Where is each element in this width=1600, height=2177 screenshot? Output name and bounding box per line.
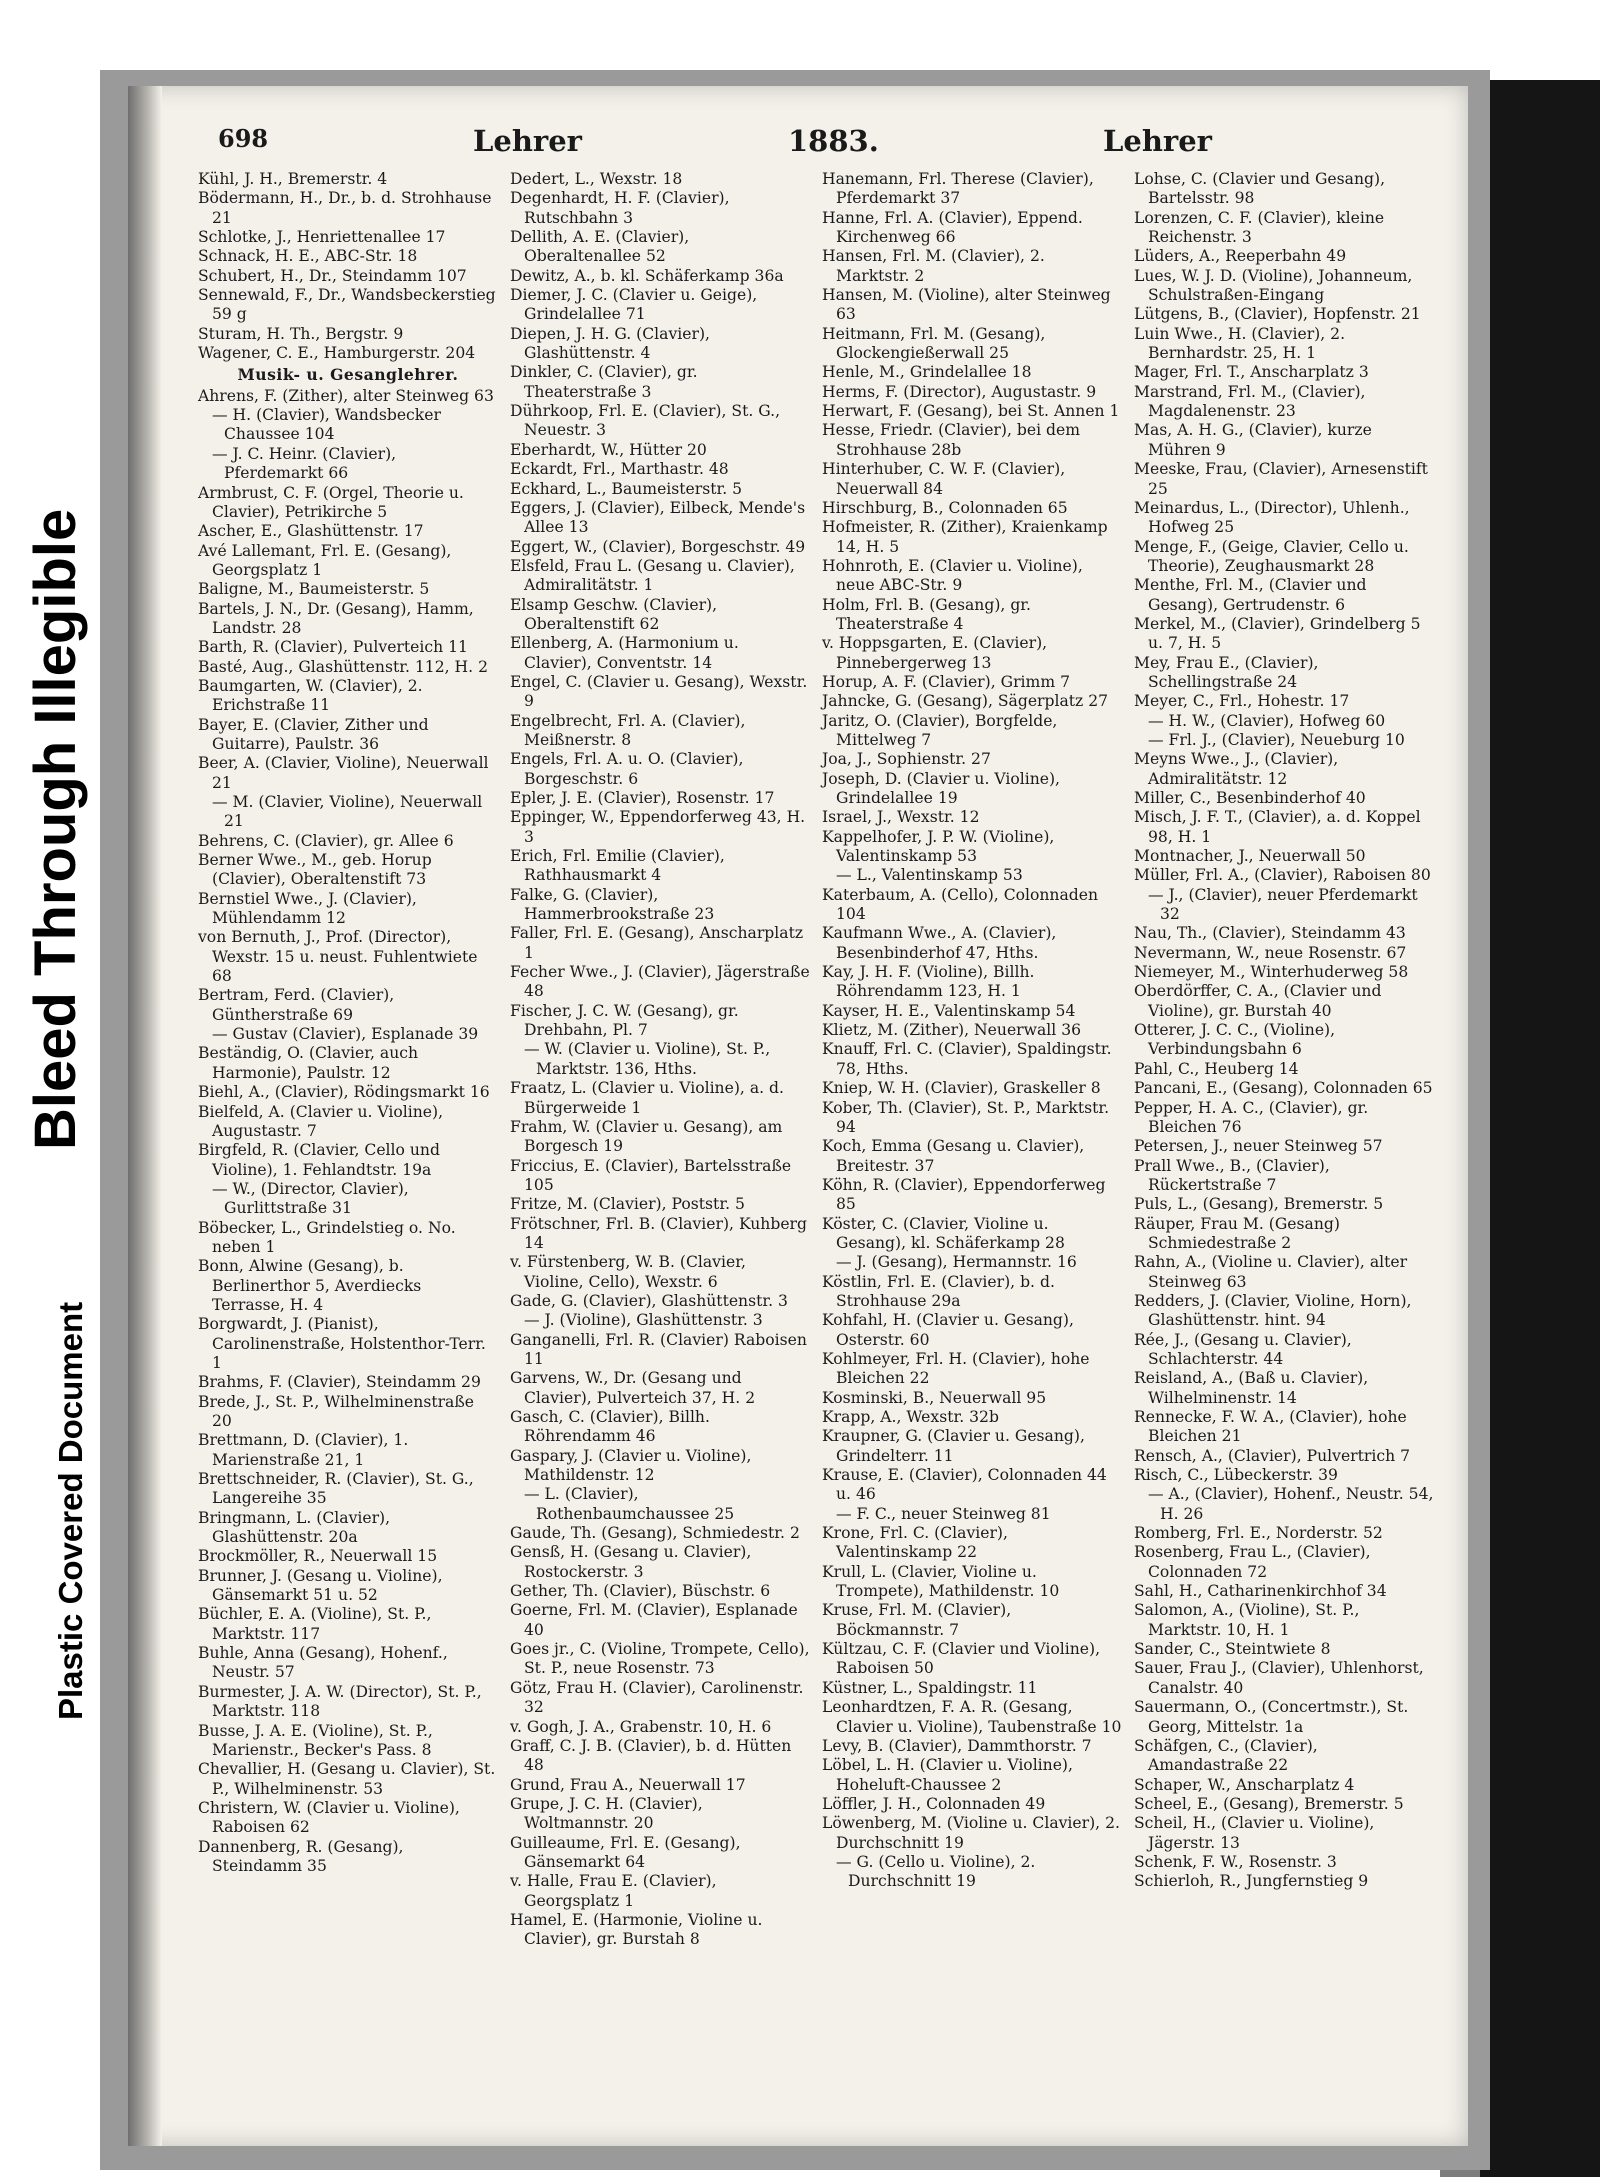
directory-entry: Eggers, J. (Clavier), Eilbeck, Mende's Allee 13 xyxy=(510,498,806,537)
directory-entry: Garvens, W., Dr. (Gesang und Clavier), Pulverteich 37, H. 2 xyxy=(510,1369,756,1407)
directory-entry: Bonn, Alwine (Gesang), b. Berlinerthor 5, Averdiecks Terrasse, H. 4 xyxy=(198,1257,422,1314)
directory-entry: Räuper, Frau M. (Gesang) Schmiedestraße 2 xyxy=(1134,1214,1340,1252)
directory-entry: Marstrand, Frl. M., (Clavier), Magdalenenstr. 23 xyxy=(1134,382,1366,421)
directory-entry: Kühl, J. H., Bremerstr. 4 xyxy=(198,170,388,188)
directory-entry: Kober, Th. (Clavier), St. P., Marktstr. 94 xyxy=(822,1098,1110,1136)
directory-entry: Holm, Frl. B. (Gesang), gr. Theaterstraße 4 xyxy=(822,595,1031,633)
directory-entry: — L. (Clavier), Rothenbaumchaussee 25 xyxy=(524,1485,735,1523)
directory-entry: — A., (Clavier), Hohenf., Neustr. 54, H. 26 xyxy=(1148,1485,1434,1523)
directory-entry: Ascher, E., Glashüttenstr. 17 xyxy=(198,522,424,541)
directory-entry: Kruse, Frl. M. (Clavier), Böckmannstr. 7 xyxy=(822,1601,1012,1639)
directory-entry: v. Hoppsgarten, E. (Clavier), Pinnebergerweg 13 xyxy=(822,634,1048,672)
directory-entry: Fecher Wwe., J. (Clavier), Jägerstraße 48 xyxy=(510,963,810,1001)
directory-entry: Eckardt, Frl., Marthastr. 48 xyxy=(510,460,729,479)
directory-entry: Beer, A. (Clavier, Violine), Neuerwall 21 xyxy=(198,754,489,792)
directory-entry: Ganganelli, Frl. R. (Clavier) Raboisen 11 xyxy=(510,1330,807,1368)
directory-entry: Hamel, E. (Harmonie, Violine u. Clavier), gr. Burstah 8 xyxy=(510,1910,763,1949)
directory-entry: Dinkler, C. (Clavier), gr. Theaterstraße 3 xyxy=(510,363,698,401)
directory-entry: — Gustav (Clavier), Esplanade 39 xyxy=(212,1025,479,1044)
directory-entry: Jahncke, G. (Gesang), Sägerplatz 27 xyxy=(822,692,1109,711)
directory-entry: Scheel, E., (Gesang), Bremerstr. 5 xyxy=(1134,1794,1404,1813)
directory-entry: — J. (Violine), Glashüttenstr. 3 xyxy=(524,1311,763,1330)
directory-entry: Sturam, H. Th., Bergstr. 9 xyxy=(198,324,404,343)
directory-entry: Hanne, Frl. A. (Clavier), Eppend. Kirchenweg 66 xyxy=(822,208,1083,247)
running-head-right: Lehrer xyxy=(1103,124,1212,158)
directory-entry: Diemer, J. C. (Clavier u. Geige), Grindelallee 71 xyxy=(510,286,758,324)
directory-entry: Falke, G. (Clavier), Hammerbrookstraße 23 xyxy=(510,885,715,924)
directory-entry: Sennewald, F., Dr., Wandsbeckerstieg 59 g xyxy=(198,286,496,324)
directory-entry: Meyns Wwe., J., (Clavier), Admiralitätstr. 12 xyxy=(1134,750,1339,788)
directory-entry: Grund, Frau A., Neuerwall 17 xyxy=(510,1775,746,1794)
directory-entry: Fritze, M. (Clavier), Poststr. 5 xyxy=(510,1195,745,1214)
directory-entry: Sander, C., Steintwiete 8 xyxy=(1134,1640,1331,1659)
directory-entry: Hesse, Friedr. (Clavier), bei dem Strohhause 28b xyxy=(822,421,1081,459)
directory-entry: Armbrust, C. F. (Orgel, Theorie u. Clavier), Petrikirche 5 xyxy=(198,483,464,521)
directory-entry: Leonhardtzen, F. A. R. (Gesang, Clavier u. Violine), Taubenstraße 10 xyxy=(822,1698,1122,1736)
directory-entry: Schäfgen, C., (Clavier), Amandastraße 22 xyxy=(1134,1736,1318,1775)
directory-entry: Eberhardt, W., Hütter 20 xyxy=(510,440,707,459)
directory-entry: Behrens, C. (Clavier), gr. Allee 6 xyxy=(198,831,454,850)
directory-entry: Nevermann, W., neue Rosenstr. 67 xyxy=(1134,943,1407,962)
directory-entry: Krone, Frl. C. (Clavier), Valentinskamp 22 xyxy=(822,1524,1008,1562)
directory-entry: Böbecker, L., Grindelstieg o. No. neben 1 xyxy=(198,1218,456,1256)
directory-entry: Busse, J. A. E. (Violine), St. P., Marienstr., Becker's Pass. 8 xyxy=(198,1721,433,1759)
directory-entry: Krull, L. (Clavier, Violine u. Trompete), Mathildenstr. 10 xyxy=(822,1562,1060,1601)
directory-entry: Dedert, L., Wexstr. 18 xyxy=(510,170,683,188)
directory-entry: Nau, Th., (Clavier), Steindamm 43 xyxy=(1134,924,1406,943)
directory-entry: Mas, A. H. G., (Clavier), kurze Mühren 9 xyxy=(1134,421,1372,459)
directory-entry: — Frl. J., (Clavier), Neueburg 10 xyxy=(1148,730,1405,749)
directory-entry: Elsfeld, Frau L. (Gesang u. Clavier), Admiralitätstr. 1 xyxy=(510,556,795,595)
directory-entry: Otterer, J. C. C., (Violine), Verbindungsbahn 6 xyxy=(1134,1021,1336,1059)
directory-entry: Brettschneider, R. (Clavier), St. G., Langereihe 35 xyxy=(198,1470,474,1508)
directory-entry: Petersen, J., neuer Steinweg 57 xyxy=(1134,1137,1383,1156)
directory-entry: Löffler, J. H., Colonnaden 49 xyxy=(822,1794,1046,1813)
page-header xyxy=(128,124,1468,164)
directory-entry: — J., (Clavier), neuer Pferdemarkt 32 xyxy=(1148,885,1418,924)
directory-entry: Schaper, W., Anscharplatz 4 xyxy=(1134,1775,1355,1794)
directory-entry: Müller, Frl. A., (Clavier), Raboisen 80 xyxy=(1134,866,1431,885)
directory-entry: Levy, B. (Clavier), Dammthorstr. 7 xyxy=(822,1736,1092,1755)
directory-entry: Guilleaume, Frl. E. (Gesang), Gänsemarkt 64 xyxy=(510,1833,741,1871)
directory-entry: Schierloh, R., Jungfernstieg 9 xyxy=(1134,1872,1369,1891)
directory-entry: Büchler, E. A. (Violine), St. P., Marktstr. 117 xyxy=(198,1605,432,1643)
directory-entry: Gade, G. (Clavier), Glashüttenstr. 3 xyxy=(510,1291,788,1310)
directory-entry: Meeske, Frau, (Clavier), Arnesenstift 25 xyxy=(1134,460,1428,498)
directory-entry: Salomon, A., (Violine), St. P., Marktstr. 10, H. 1 xyxy=(1134,1601,1360,1639)
directory-entry: Niemeyer, M., Winterhuderweg 58 xyxy=(1134,963,1409,982)
scanner-edge-black xyxy=(1480,0,1600,2177)
directory-entry: Schubert, H., Dr., Steindamm 107 xyxy=(198,266,467,285)
directory-entry: Dellith, A. E. (Clavier), Oberaltenallee 52 xyxy=(510,228,690,266)
directory-entry: Buhle, Anna (Gesang), Hohenf., Neustr. 57 xyxy=(198,1644,448,1682)
directory-entry: Ellenberg, A. (Harmonium u. Clavier), Conventstr. 14 xyxy=(510,634,739,672)
directory-entry: — M. (Clavier, Violine), Neuerwall 21 xyxy=(212,793,483,831)
column-1-entries xyxy=(198,387,498,1876)
directory-entry: Schenk, F. W., Rosenstr. 3 xyxy=(1134,1852,1337,1871)
directory-entry: Chevallier, H. (Gesang u. Clavier), St. P., Wilhelminenstr. 53 xyxy=(198,1760,496,1798)
directory-entry: Puls, L., (Gesang), Bremerstr. 5 xyxy=(1134,1195,1384,1214)
directory-entry: Engel, C. (Clavier u. Gesang), Wexstr. 9 xyxy=(510,672,808,711)
page-number: 698 xyxy=(218,124,269,153)
directory-entry: Pepper, H. A. C., (Clavier), gr. Bleichen 76 xyxy=(1134,1098,1369,1136)
directory-entry: Rosenberg, Frau L., (Clavier), Colonnaden 72 xyxy=(1134,1543,1371,1581)
directory-entry: Brede, J., St. P., Wilhelminenstraße 20 xyxy=(198,1392,474,1430)
directory-entry: Bielfeld, A. (Clavier u. Violine), Augustastr. 7 xyxy=(198,1102,444,1140)
column-4 xyxy=(1134,170,1434,1892)
directory-entry: Reisland, A., (Baß u. Clavier), Wilhelminenstr. 14 xyxy=(1134,1369,1369,1407)
column-4-entries xyxy=(1134,170,1434,1892)
directory-entry: Bertram, Ferd. (Clavier), Güntherstraße 69 xyxy=(198,986,395,1024)
scan-annotation-margin xyxy=(0,0,100,2177)
running-head-left: Lehrer xyxy=(473,124,582,158)
directory-entry: Hirschburg, B., Colonnaden 65 xyxy=(822,498,1068,517)
directory-entry: Bödermann, H., Dr., b. d. Strohhause 21 xyxy=(198,189,492,227)
directory-entry: Krapp, A., Wexstr. 32b xyxy=(822,1408,999,1426)
directory-entry: Jaritz, O. (Clavier), Borgfelde, Mittelweg 7 xyxy=(822,711,1058,749)
directory-entry: Sauer, Frau J., (Clavier), Uhlenhorst, Canalstr. 40 xyxy=(1134,1659,1424,1697)
directory-entry: Küstner, L., Spaldingstr. 11 xyxy=(822,1678,1038,1697)
directory-entry: Erich, Frl. Emilie (Clavier), Rathhausmarkt 4 xyxy=(510,847,725,885)
directory-entry: Borgwardt, J. (Pianist), Carolinenstraße, Holstenthor-Terr. 1 xyxy=(198,1315,486,1372)
directory-entry: Herwart, F. (Gesang), bei St. Annen 1 xyxy=(822,402,1120,421)
directory-entry: Avé Lallemant, Frl. E. (Gesang), Georgsplatz 1 xyxy=(198,541,452,579)
directory-entry: Schnack, H. E., ABC-Str. 18 xyxy=(198,247,418,266)
directory-entry: Friccius, E. (Clavier), Bartelsstraße 105 xyxy=(510,1156,792,1194)
directory-entry: v. Fürstenberg, W. B. (Clavier, Violine, Cello), Wexstr. 6 xyxy=(510,1253,746,1291)
directory-entry: Burmester, J. A. W. (Director), St. P., Marktstr. 118 xyxy=(198,1682,482,1721)
directory-entry: Berner Wwe., M., geb. Horup (Clavier), Oberaltenstift 73 xyxy=(198,851,432,889)
directory-entry: Frötschner, Frl. B. (Clavier), Kuhberg 14 xyxy=(510,1214,807,1252)
directory-entry: Kay, J. H. F. (Violine), Billh. Röhrendamm 123, H. 1 xyxy=(822,963,1035,1001)
directory-entry: Ahrens, F. (Zither), alter Steinweg 63 xyxy=(198,386,494,405)
directory-entry: Bringmann, L. (Clavier), Glashüttenstr. 20a xyxy=(198,1508,391,1547)
directory-entry: Kültzau, C. F. (Clavier und Violine), Raboisen 50 xyxy=(822,1640,1101,1678)
directory-entry: — H. (Clavier), Wandsbecker Chaussee 104 xyxy=(212,406,441,444)
directory-entry: Horup, A. F. (Clavier), Grimm 7 xyxy=(822,672,1070,691)
directory-entry: Rensch, A., (Clavier), Pulvertrich 7 xyxy=(1134,1446,1410,1465)
directory-entry: Biehl, A., (Clavier), Rödingsmarkt 16 xyxy=(198,1083,490,1102)
directory-entry: Lohse, C. (Clavier und Gesang), Bartelsstr. 98 xyxy=(1134,170,1386,208)
bleed-through-label: Bleed Through Illegible xyxy=(23,508,88,1150)
directory-entry: Hohnroth, E. (Clavier u. Violine), neue ABC-Str. 9 xyxy=(822,556,1083,595)
directory-entry: Brettmann, D. (Clavier), 1. Marienstraße 21, 1 xyxy=(198,1431,409,1469)
directory-entry: Scheil, H., (Clavier u. Violine), Jägerstr. 13 xyxy=(1134,1814,1375,1852)
directory-entry: Brunner, J. (Gesang u. Violine), Gänsemarkt 51 u. 52 xyxy=(198,1566,443,1605)
directory-entry: Heitmann, Frl. M. (Gesang), Glockengießerwall 25 xyxy=(822,324,1046,363)
directory-entry: Gasch, C. (Clavier), Billh. Röhrendamm 46 xyxy=(510,1408,710,1446)
directory-entry: Knauff, Frl. C. (Clavier), Spaldingstr. 78, Hths. xyxy=(822,1040,1112,1078)
column-2-entries xyxy=(510,170,810,1950)
plastic-covered-label: Plastic Covered Document xyxy=(52,1301,89,1720)
directory-entry: Elsamp Geschw. (Clavier), Oberaltenstift 62 xyxy=(510,595,718,633)
directory-entry: — W. (Clavier u. Violine), St. P., Marktstr. 136, Hths. xyxy=(524,1040,771,1078)
directory-entry: Kohfahl, H. (Clavier u. Gesang), Osterstr. 60 xyxy=(822,1311,1074,1349)
column-1-top-entries xyxy=(198,170,498,363)
directory-entry: Faller, Frl. E. (Gesang), Anscharplatz 1 xyxy=(510,924,804,962)
directory-entry: Wagener, C. E., Hamburgerstr. 204 xyxy=(198,344,476,363)
directory-entry: Menthe, Frl. M., (Clavier und Gesang), Gertrudenstr. 6 xyxy=(1134,576,1367,614)
directory-entry: Beständig, O. (Clavier, auch Harmonie), Paulstr. 12 xyxy=(198,1044,419,1082)
directory-entry: Götz, Frau H. (Clavier), Carolinenstr. 32 xyxy=(510,1678,804,1717)
directory-entry: Fischer, J. C. W. (Gesang), gr. Drehbahn, Pl. 7 xyxy=(510,1001,739,1040)
directory-entry: Kayser, H. E., Valentinskamp 54 xyxy=(822,1001,1076,1020)
directory-entry: Merkel, M., (Clavier), Grindelberg 5 u. 7, H. 5 xyxy=(1134,614,1421,653)
directory-entry: Epler, J. E. (Clavier), Rosenstr. 17 xyxy=(510,789,775,807)
directory-entry: Goes jr., C. (Violine, Trompete, Cello), St. P., neue Rosenstr. 73 xyxy=(510,1640,810,1678)
directory-entry: — L., Valentinskamp 53 xyxy=(836,866,1023,885)
directory-entry: Sahl, H., Catharinenkirchhof 34 xyxy=(1134,1582,1387,1601)
directory-entry: — F. C., neuer Steinweg 81 xyxy=(836,1504,1051,1523)
directory-entry: Lütgens, B., (Clavier), Hopfenstr. 21 xyxy=(1134,305,1421,324)
directory-entry: Kosminski, B., Neuerwall 95 xyxy=(822,1388,1047,1407)
directory-entry: Hansen, M. (Violine), alter Steinweg 63 xyxy=(822,286,1111,324)
directory-entry: Grupe, J. C. H. (Clavier), Woltmannstr. 20 xyxy=(510,1794,703,1833)
directory-entry: Romberg, Frl. E., Norderstr. 52 xyxy=(1134,1524,1383,1543)
directory-entry: Mey, Frau E., (Clavier), Schellingstraße 24 xyxy=(1134,653,1319,691)
directory-entry: v. Halle, Frau E. (Clavier), Georgsplatz 1 xyxy=(510,1872,717,1910)
directory-entry: Joa, J., Sophienstr. 27 xyxy=(822,750,991,769)
directory-entry: Rée, J., (Gesang u. Clavier), Schlachterstr. 44 xyxy=(1134,1330,1352,1368)
directory-entry: Kniep, W. H. (Clavier), Graskeller 8 xyxy=(822,1079,1101,1098)
directory-entry: Redders, J. (Clavier, Violine, Horn), Glashüttenstr. hint. 94 xyxy=(1134,1291,1412,1330)
directory-entry: Fraatz, L. (Clavier u. Violine), a. d. Bürgerweide 1 xyxy=(510,1079,784,1117)
page-binding-shadow xyxy=(128,86,162,2146)
directory-entry: Degenhardt, H. F. (Clavier), Rutschbahn 3 xyxy=(510,189,730,227)
directory-entry: Baumgarten, W. (Clavier), 2. Erichstraße 11 xyxy=(198,676,423,715)
directory-entry: Hansen, Frl. M. (Clavier), 2. Marktstr. 2 xyxy=(822,247,1045,285)
directory-entry: Schlotke, J., Henriettenallee 17 xyxy=(198,228,446,247)
directory-entry: Diepen, J. H. G. (Clavier), Glashüttenstr. 4 xyxy=(510,324,710,363)
directory-entry: Eppinger, W., Eppendorferweg 43, H. 3 xyxy=(510,808,806,846)
directory-entry: Gaude, Th. (Gesang), Schmiedestr. 2 xyxy=(510,1524,800,1543)
directory-entry: Pahl, C., Heuberg 14 xyxy=(1134,1059,1299,1078)
directory-entry: Christern, W. (Clavier u. Violine), Raboisen 62 xyxy=(198,1798,460,1837)
directory-entry: Dührkoop, Frl. E. (Clavier), St. G., Neuestr. 3 xyxy=(510,402,781,440)
directory-entry: Baligne, M., Baumeisterstr. 5 xyxy=(198,580,430,599)
column-2 xyxy=(510,170,810,1950)
directory-entry: Bayer, E. (Clavier, Zither und Guitarre), Paulstr. 36 xyxy=(198,715,429,753)
directory-entry: Lorenzen, C. F. (Clavier), kleine Reichenstr. 3 xyxy=(1134,208,1385,247)
directory-entry: Lues, W. J. D. (Violine), Johanneum, Schulstraßen-Eingang xyxy=(1134,266,1413,305)
directory-entry: Engelbrecht, Frl. A. (Clavier), Meißnerstr. 8 xyxy=(510,711,746,749)
directory-entry: Kohlmeyer, Frl. H. (Clavier), hohe Bleichen 22 xyxy=(822,1349,1090,1388)
directory-entry: Kraupner, G. (Clavier u. Gesang), Grindelterr. 11 xyxy=(822,1427,1085,1465)
directory-entry: Hinterhuber, C. W. F. (Clavier), Neuerwall 84 xyxy=(822,460,1066,498)
directory-entry: Menge, F., (Geige, Clavier, Cello u. Theorie), Zeughausmarkt 28 xyxy=(1134,537,1409,575)
directory-entry: Prall Wwe., B., (Clavier), Rückertstraße 7 xyxy=(1134,1156,1330,1194)
directory-entry: Löwenberg, M. (Violine u. Clavier), 2. Durchschnitt 19 xyxy=(822,1814,1120,1852)
directory-entry: Brockmöller, R., Neuerwall 15 xyxy=(198,1547,438,1566)
column-3 xyxy=(822,170,1122,1892)
directory-entry: Henle, M., Grindelallee 18 xyxy=(822,363,1032,382)
directory-entry: Kaufmann Wwe., A. (Clavier), Besenbinderhof 47, Hths. xyxy=(822,924,1057,962)
directory-entry: — G. (Cello u. Violine), 2. Durchschnitt 19 xyxy=(836,1852,1036,1891)
directory-entry: — W., (Director, Clavier), Gurlittstraße 31 xyxy=(212,1179,409,1218)
directory-entry: Sauermann, O., (Concertmstr.), St. Georg, Mittelstr. 1a xyxy=(1134,1698,1409,1736)
directory-entry: Bernstiel Wwe., J. (Clavier), Mühlendamm 12 xyxy=(198,889,417,928)
directory-entry: Koch, Emma (Gesang u. Clavier), Breitestr. 37 xyxy=(822,1137,1085,1175)
directory-entry: Bartels, J. N., Dr. (Gesang), Hamm, Landstr. 28 xyxy=(198,599,474,637)
directory-entry: Gaspary, J. (Clavier u. Violine), Mathildenstr. 12 xyxy=(510,1446,752,1485)
directory-entry: v. Gogh, J. A., Grabenstr. 10, H. 6 xyxy=(510,1717,772,1736)
directory-entry: Joseph, D. (Clavier u. Violine), Grindelallee 19 xyxy=(822,769,1061,807)
directory-entry: Montnacher, J., Neuerwall 50 xyxy=(1134,847,1366,866)
directory-entry: Gensß, H. (Gesang u. Clavier), Rostockerstr. 3 xyxy=(510,1543,752,1581)
directory-entry: Rahn, A., (Violine u. Clavier), alter Steinweg 63 xyxy=(1134,1253,1408,1291)
directory-entry: Goerne, Frl. M. (Clavier), Esplanade 40 xyxy=(510,1601,798,1639)
column-3-entries xyxy=(822,170,1122,1892)
directory-entry: Mager, Frl. T., Anscharplatz 3 xyxy=(1134,363,1369,382)
directory-entry: Israel, J., Wexstr. 12 xyxy=(822,808,980,827)
directory-entry: Dannenberg, R. (Gesang), Steindamm 35 xyxy=(198,1837,404,1875)
scanner-edge-notch xyxy=(1440,0,1600,80)
directory-entry: Gether, Th. (Clavier), Büschstr. 6 xyxy=(510,1582,771,1601)
directory-entry: von Bernuth, J., Prof. (Director), Wexstr. 15 u. neust. Fuhlentwiete 68 xyxy=(198,928,478,986)
directory-entry: Klietz, M. (Zither), Neuerwall 36 xyxy=(822,1021,1082,1040)
directory-entry: Barth, R. (Clavier), Pulverteich 11 xyxy=(198,638,468,657)
directory-entry: Miller, C., Besenbinderhof 40 xyxy=(1134,789,1366,807)
directory-entry: Risch, C., Lübeckerstr. 39 xyxy=(1134,1466,1338,1485)
directory-entry: Misch, J. F. T., (Clavier), a. d. Koppel 98, H. 1 xyxy=(1134,808,1421,846)
column-1 xyxy=(198,170,498,1876)
directory-entry: Oberdörffer, C. A., (Clavier und Violine), gr. Burstah 40 xyxy=(1134,982,1382,1020)
directory-entry: Graff, C. J. B. (Clavier), b. d. Hütten 48 xyxy=(510,1736,792,1775)
directory-entry: Herms, F. (Director), Augustastr. 9 xyxy=(822,382,1097,401)
directory-entry: Rennecke, F. W. A., (Clavier), hohe Bleichen 21 xyxy=(1134,1408,1407,1446)
directory-entry: Lüders, A., Reeperbahn 49 xyxy=(1134,247,1347,266)
directory-entry: Köster, C. (Clavier, Violine u. Gesang), kl. Schäferkamp 28 xyxy=(822,1214,1065,1252)
directory-entry: Luin Wwe., H. (Clavier), 2. Bernhardstr. 25, H. 1 xyxy=(1134,324,1346,363)
running-head-year: 1883. xyxy=(788,124,879,158)
directory-entry: Pancani, E., (Gesang), Colonnaden 65 xyxy=(1134,1079,1433,1098)
directory-entry: — J. C. Heinr. (Clavier), Pferdemarkt 66 xyxy=(212,444,397,483)
directory-entry: — H. W., (Clavier), Hofweg 60 xyxy=(1148,711,1386,730)
directory-entry: Frahm, W. (Clavier u. Gesang), am Borgesch 19 xyxy=(510,1117,783,1156)
directory-entry: Eckhard, L., Baumeisterstr. 5 xyxy=(510,479,743,498)
directory-entry: Dewitz, A., b. kl. Schäferkamp 36a xyxy=(510,266,784,285)
directory-entry: Katerbaum, A. (Cello), Colonnaden 104 xyxy=(822,885,1099,924)
directory-entry: Krause, E. (Clavier), Colonnaden 44 u. 46 xyxy=(822,1466,1107,1504)
directory-entry: Basté, Aug., Glashüttenstr. 112, H. 2 xyxy=(198,657,488,676)
directory-entry: Hanemann, Frl. Therese (Clavier), Pferdemarkt 37 xyxy=(822,170,1094,208)
directory-entry: Meyer, C., Frl., Hohestr. 17 xyxy=(1134,692,1350,711)
directory-entry: Birgfeld, R. (Clavier, Cello und Violine), 1. Fehlandtstr. 19a xyxy=(198,1141,440,1179)
directory-entry: Köhn, R. (Clavier), Eppendorferweg 85 xyxy=(822,1175,1106,1214)
directory-entry: Hofmeister, R. (Zither), Kraienkamp 14, H. 5 xyxy=(822,518,1108,556)
directory-entry: Köstlin, Frl. E. (Clavier), b. d. Strohhause 29a xyxy=(822,1272,1055,1310)
directory-entry: Eggert, W., (Clavier), Borgeschstr. 49 xyxy=(510,537,806,556)
directory-entry: Brahms, F. (Clavier), Steindamm 29 xyxy=(198,1373,481,1392)
directory-entry: — J. (Gesang), Hermannstr. 16 xyxy=(836,1253,1077,1272)
directory-entry: Engels, Frl. A. u. O. (Clavier), Borgeschstr. 6 xyxy=(510,750,744,788)
directory-entry: Löbel, L. H. (Clavier u. Violine), Hoheluft-Chaussee 2 xyxy=(822,1756,1073,1794)
directory-page xyxy=(128,86,1468,2146)
directory-entry: Kappelhofer, J. P. W. (Violine), Valentinskamp 53 xyxy=(822,827,1055,866)
directory-entry: Meinardus, L., (Director), Uhlenh., Hofweg 25 xyxy=(1134,498,1410,537)
section-heading: Musik- u. Gesanglehrer. xyxy=(237,365,459,385)
